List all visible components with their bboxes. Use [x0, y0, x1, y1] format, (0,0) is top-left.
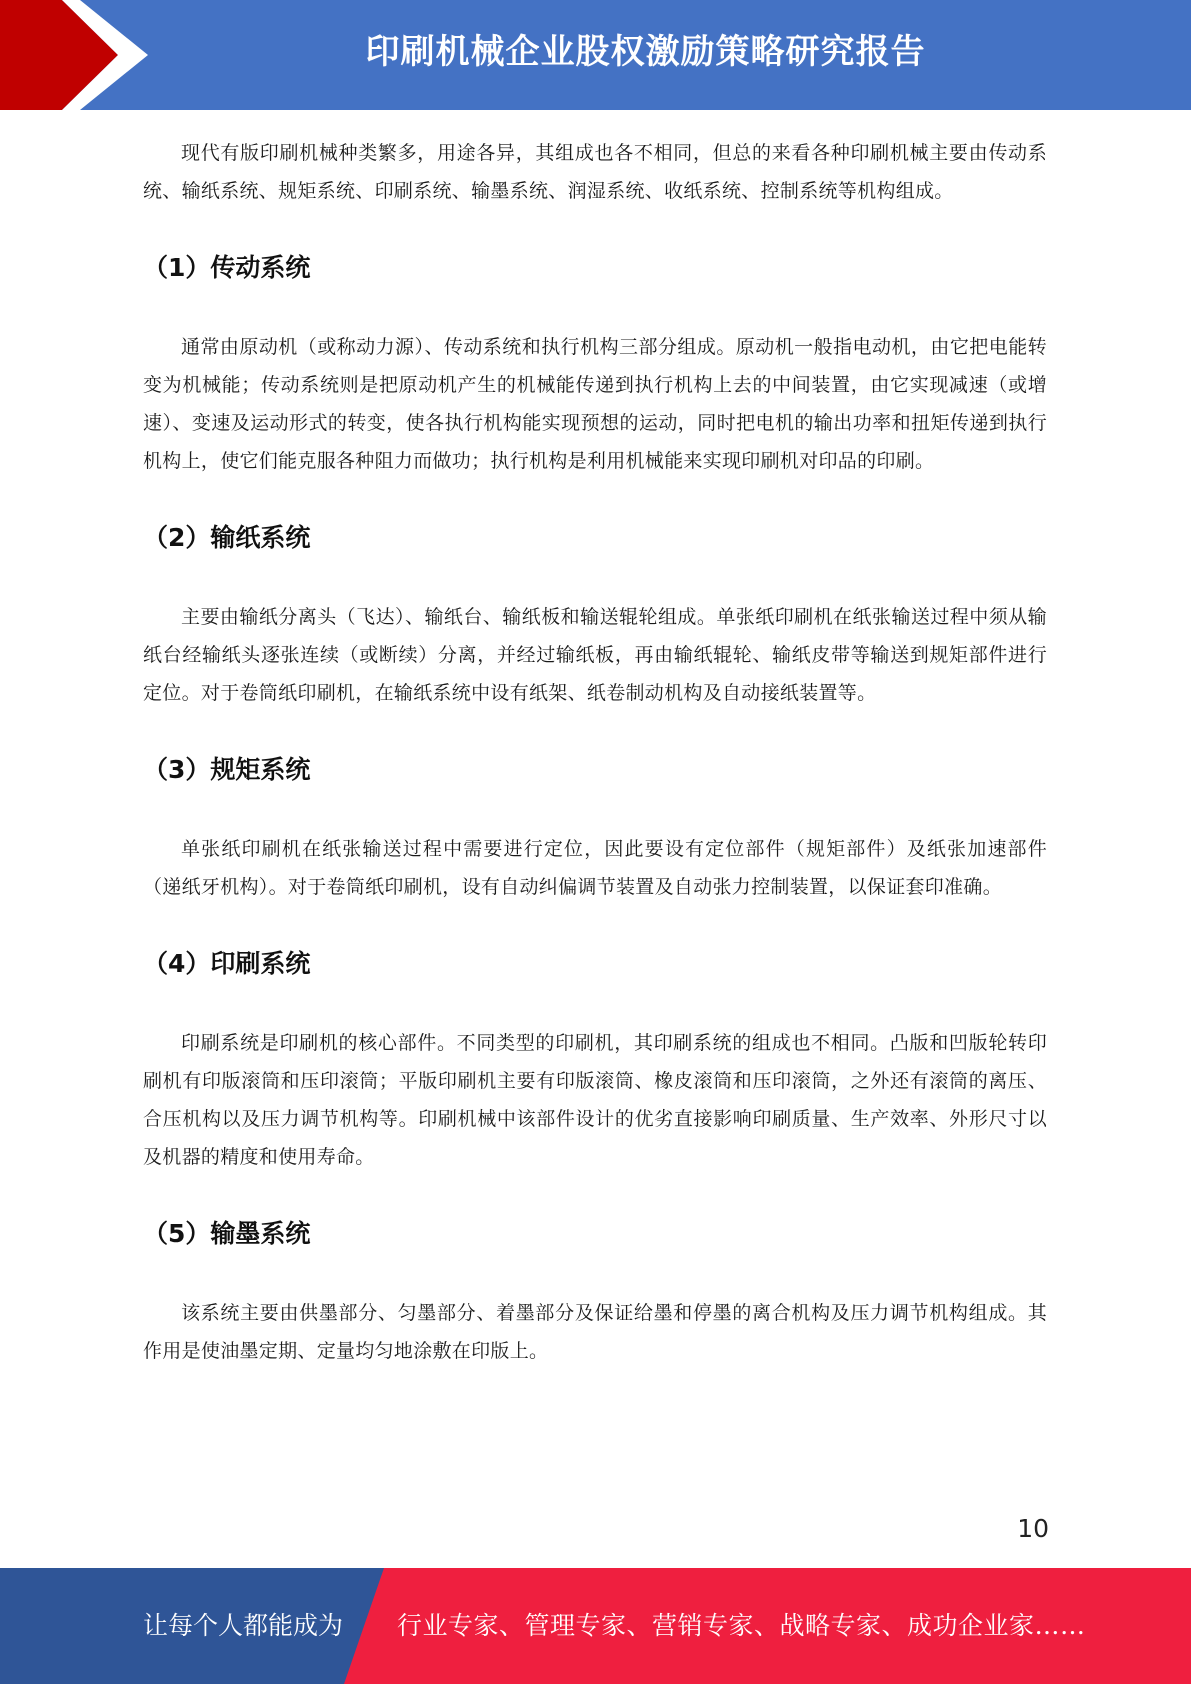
section-text-paper-feed: 主要由输纸分离头（飞达）、输纸台、输纸板和输送辊轮组成。单张纸印刷机在纸张输送过程中须从输纸台经输纸头逐张连续（或断续）分离，并经过输纸板，再由输纸辊轮、输纸皮带等输送到规矩部件进行定位。对于卷筒纸印刷机，在输纸系统中设有纸架、纸卷制动机构及自动接纸装置等。: [143, 606, 1047, 704]
report-title: 印刷机械企业股权激励策略研究报告: [365, 32, 926, 72]
section-text-transmission: 通常由原动机（或称动力源）、传动系统和执行机构三部分组成。原动机一般指电动机，由它把电能转变为机械能；传动系统则是把原动机产生的机械能传递到执行机构上去的中间装置，由它实现减速（或增速）、变速及运动形式的转变，使各执行机构能实现预想的运动，同时把电机的输出功率和扭矩传递到执行机构上，使它们能克服各种阻力而做功；执行机构是利用机械能来实现印刷机对印品的印刷。: [143, 336, 1047, 472]
section-heading-paper-feed: （2）输纸系统: [143, 523, 311, 552]
section-text-registration: 单张纸印刷机在纸张输送过程中需要进行定位，因此要设有定位部件（规矩部件）及纸张加速部件（递纸牙机构）。对于卷筒纸印刷机，设有自动纠偏调节装置及自动张力控制装置，以保证套印准确。: [143, 838, 1047, 898]
section-heading-transmission: （1）传动系统: [143, 253, 311, 282]
header-banner: [0, 0, 1191, 110]
section-heading-printing: （4）印刷系统: [143, 949, 311, 978]
section-text-inking: 该系统主要由供墨部分、匀墨部分、着墨部分及保证给墨和停墨的离合机构及压力调节机构组成。其作用是使油墨定期、定量均匀地涂敷在印版上。: [143, 1302, 1047, 1362]
section-heading-registration: （3）规矩系统: [143, 755, 311, 784]
section-heading-inking: （5）输墨系统: [143, 1219, 311, 1248]
footer-slogan-left: 让每个人都能成为: [143, 1611, 344, 1640]
document-body: [143, 134, 1047, 1370]
header-arrow-decoration: [0, 0, 160, 110]
intro-paragraph: 现代有版印刷机械种类繁多，用途各异，其组成也各不相同，但总的来看各种印刷机械主要由传动系统、输纸系统、规矩系统、印刷系统、输墨系统、润湿系统、收纸系统、控制系统等机构组成。: [143, 142, 1047, 202]
footer-banner: [0, 1568, 1191, 1684]
footer-slogan-right: 行业专家、管理专家、营销专家、战略专家、成功企业家……: [397, 1611, 1086, 1640]
page-number: 10: [1017, 1514, 1049, 1543]
section-text-printing: 印刷系统是印刷机的核心部件。不同类型的印刷机，其印刷系统的组成也不相同。凸版和凹版轮转印刷机有印版滚筒和压印滚筒；平版印刷机主要有印版滚筒、橡皮滚筒和压印滚筒，之外还有滚筒的离压、合压机构以及压力调节机构等。印刷机械中该部件设计的优劣直接影响印刷质量、生产效率、外形尺寸以及机器的精度和使用寿命。: [143, 1032, 1047, 1168]
